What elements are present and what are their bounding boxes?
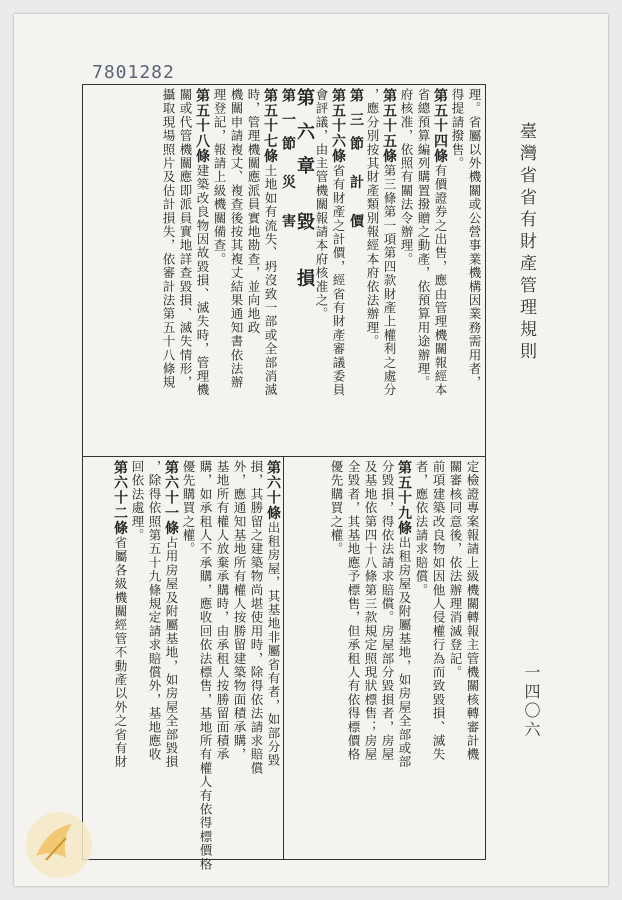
column-text: 定檢證專案報請上級機關轉報主管機關核轉審計機 xyxy=(465,460,480,762)
text-column xyxy=(329,460,344,856)
text-column xyxy=(382,88,397,454)
column-text: 出租房屋，其基地非屬省有者，如部分毀 xyxy=(266,520,281,768)
article-number: 第六十二條 xyxy=(112,460,128,536)
text-column xyxy=(198,460,213,871)
column-text: 關或代管機關應即派員實地詳查毀損、滅失情形， xyxy=(178,88,193,390)
text-column xyxy=(467,88,482,454)
column-text: 優先購買之權。 xyxy=(329,460,344,556)
column-text: 者，應依法請求賠償。 xyxy=(414,460,429,597)
column-text: 機關申請複丈、複查後按其複丈結果通知書依法辦 xyxy=(229,88,244,390)
text-column xyxy=(215,460,230,856)
column-text: 前項建築改良物如因他人侵權行為而致毀損、滅失 xyxy=(431,460,446,762)
column-text: 出租房屋及附屬基地，如房屋全部或部 xyxy=(397,536,412,769)
upper-text-block xyxy=(84,88,482,454)
article-number: 第五十八條 xyxy=(194,88,210,164)
column-text: 建築改良物因故毀損、滅失時，管理機 xyxy=(195,164,210,397)
text-column xyxy=(448,460,463,856)
text-column xyxy=(161,88,176,454)
text-column xyxy=(314,88,329,454)
text-column xyxy=(232,460,247,856)
text-column xyxy=(431,460,446,856)
column-text: 及基地依第四十八條第三款規定照現狀標售；房屋 xyxy=(363,460,378,762)
frame-vertical-divider xyxy=(283,456,284,860)
article-number: 第五十九條 xyxy=(396,460,412,536)
column-text: 省總預算編列購置撥贈之動產，依預算用途辦理。 xyxy=(416,88,431,390)
text-column xyxy=(380,460,395,856)
column-text: 分毀損，得依法請求賠償。房屋部分毀損者，房屋 xyxy=(380,460,395,762)
frame-horizontal-divider xyxy=(82,456,486,457)
article-number: 第五十七條 xyxy=(262,88,278,164)
text-column xyxy=(450,88,465,454)
text-column xyxy=(113,460,128,856)
article-number: 第五十四條 xyxy=(432,88,448,164)
text-column xyxy=(416,88,431,454)
text-column xyxy=(164,460,179,856)
text-column xyxy=(246,88,261,454)
text-column xyxy=(263,88,278,454)
column-text: 購，如承租人不承購，應收回依法標售，基地所有權人有依得標價格 xyxy=(198,460,213,871)
column-text: 理。省屬以外機關或公營事業機構因業務需用者， xyxy=(467,88,482,390)
article-number: 第五十六條 xyxy=(330,88,346,164)
column-text: 理登記，報請上級機關備查。 xyxy=(212,88,227,267)
text-column xyxy=(414,460,429,856)
library-logo xyxy=(22,808,96,882)
text-column xyxy=(181,460,196,856)
text-column xyxy=(363,460,378,856)
column-text: 占用房屋及附屬基地，如房屋全部毀損 xyxy=(164,536,179,769)
article-number: 第五十五條 xyxy=(381,88,397,164)
text-column xyxy=(249,460,264,856)
text-column xyxy=(266,460,281,856)
text-column xyxy=(212,88,227,454)
column-text: 得提請撥售。 xyxy=(450,88,465,171)
column-text: 損，其勝留之建築物尚堪使用時，除得依法請求賠償 xyxy=(249,460,264,776)
column-text: 第三節 計 價 xyxy=(348,88,364,238)
text-column xyxy=(465,460,480,856)
text-column xyxy=(433,88,448,454)
text-column xyxy=(147,460,162,856)
text-column xyxy=(229,88,244,454)
column-text: 有價證券之出售，應由管理機關報經本 xyxy=(433,164,448,397)
column-text: 攝取現場照片及估計損失，依審計法第五十八條規 xyxy=(161,88,176,390)
column-text: 優先購買之權。 xyxy=(181,460,196,556)
article-number: 第六十條 xyxy=(265,460,281,521)
column-text: 府核准，依照有關法令辦理。 xyxy=(399,88,414,267)
column-text: 第三條第一項第四款財產上權利之處分 xyxy=(382,164,397,397)
column-text: 外，應通知基地所有權人按勝留建築物面積承購， xyxy=(232,460,247,762)
column-text: 基地所有權人放棄承購時，由承租人按勝留面積承 xyxy=(215,460,230,762)
text-column xyxy=(178,88,193,454)
column-text: 時，管理機關應派員實地勘查，並向地政 xyxy=(246,88,261,335)
column-text: 省有財產之計價，經省有財產審議委員 xyxy=(331,164,346,397)
text-column xyxy=(130,460,145,856)
archive-stamp-number: 7801282 xyxy=(92,62,175,83)
column-text: 第一節 災 害 xyxy=(280,88,296,238)
regulation-title: 臺灣省省有財產管理規則 xyxy=(516,122,536,364)
column-text: ，除得依照第五十九條規定請求賠償外，基地應收 xyxy=(147,460,162,762)
column-text: 土地如有流失、坍沒致一部或全部消滅 xyxy=(263,164,278,397)
section-heading xyxy=(348,88,363,454)
text-column xyxy=(346,460,361,856)
column-text: 會評議，由主管機關報請本府核准之。 xyxy=(314,88,329,321)
section-heading xyxy=(280,88,295,454)
column-text: ，應分別按其財產類別報經本府依法辦理。 xyxy=(365,88,380,349)
text-column xyxy=(365,88,380,454)
column-text: 省屬各級機關經管不動產以外之省有財 xyxy=(113,536,128,769)
column-text: 回依法處理。 xyxy=(130,460,145,543)
text-column xyxy=(399,88,414,454)
column-text: 第六章 毀 損 xyxy=(294,88,315,303)
text-column xyxy=(195,88,210,454)
text-column xyxy=(331,88,346,454)
column-text: 全毀者，其基地應予標售，但承租人有依得標價格 xyxy=(346,460,361,762)
page-number: 一四〇六 xyxy=(522,664,541,740)
chapter-heading xyxy=(294,88,315,454)
lower-left-text-block xyxy=(86,460,281,871)
text-column xyxy=(397,460,412,856)
lower-right-text-block xyxy=(287,460,480,856)
article-number: 第六十一條 xyxy=(163,460,179,536)
column-text: 關審核同意後，依法辦理消滅登記。 xyxy=(448,460,463,680)
